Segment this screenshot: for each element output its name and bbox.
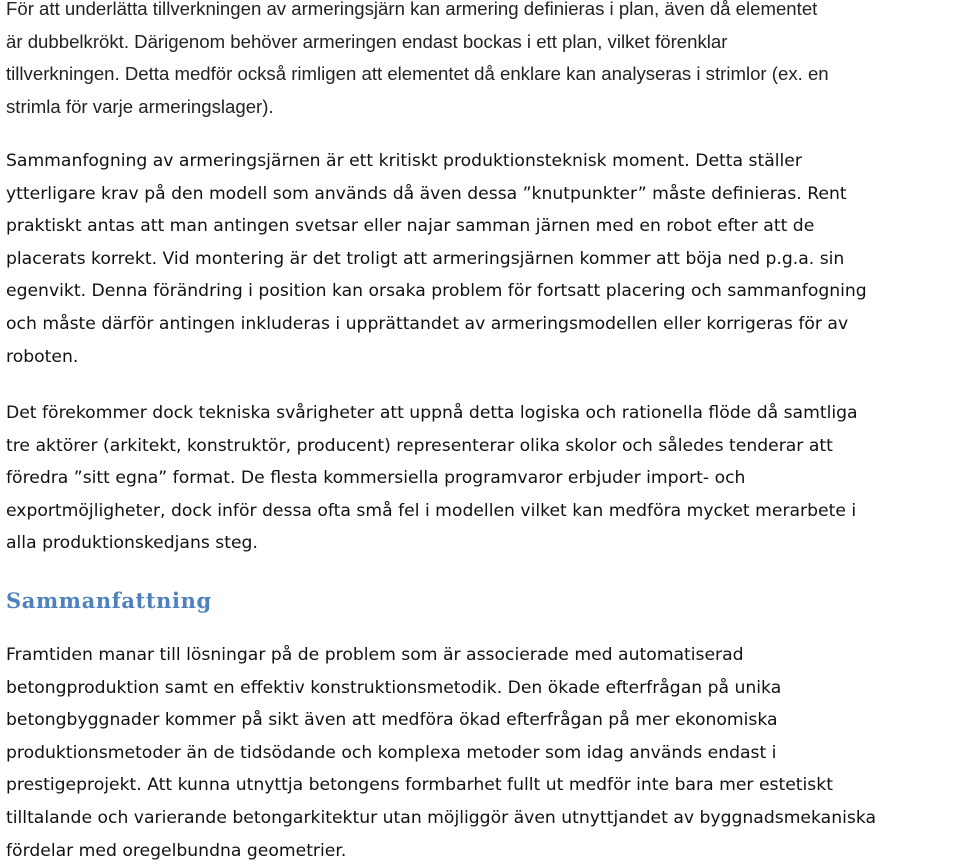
- text-line: Framtiden manar till lösningar på de problem som är associerade med automatiserad: [6, 645, 744, 665]
- text-line: tillverkningen. Detta medför också rimligen att elementet då enklare kan analyseras i strimlor (ex. en: [6, 63, 829, 84]
- text-line: alla produktionskedjans steg.: [6, 533, 258, 554]
- text-line: strimla för varje armeringslager).: [6, 95, 274, 117]
- text-line: exportmöjligheter, dock inför dessa ofta små fel i modellen vilket kan medföra mycket merarbete i: [6, 500, 857, 521]
- text-line: tilltalande och varierande betongarkitektur utan möjliggör även utnyttjandet av byggnadsmekaniska: [6, 807, 876, 828]
- text-line: egenvikt. Denna förändring i position kan orsaka problem för fortsatt placering och sammanfogning: [6, 281, 867, 302]
- text-line: produktionsmetoder än de tidsödande och komplexa metoder som idag används endast i: [6, 742, 777, 763]
- text-line: För att underlätta tillverkningen av armeringsjärn kan armering definieras i plan, även då elementet: [6, 0, 818, 19]
- text-line: tre aktörer (arkitekt, konstruktör, producent) representerar olika skolor och således tenderar att: [6, 435, 833, 456]
- text-line: och måste därför antingen inkluderas i upprättandet av armeringsmodellen eller korrigeras för av: [6, 313, 849, 334]
- section-heading: Sammanfattning: [6, 588, 212, 613]
- text-line: Det förekommer dock tekniska svårigheter att uppnå detta logiska och rationella flöde då samtliga: [6, 403, 858, 423]
- text-line: ytterligare krav på den modell som används då även dessa ”knutpunkter” måste definieras. Rent: [6, 183, 847, 204]
- text-line: prestigeprojekt. Att kunna utnyttja betongens formbarhet fullt ut medför inte bara mer estetiskt: [6, 775, 833, 796]
- text-line: praktiskt antas att man antingen svetsar eller najar samman järnen med en robot efter att de: [6, 216, 815, 237]
- paragraph-sammanfattning: [6, 639, 876, 867]
- text-line: Sammanfogning av armeringsjärnen är ett kritiskt produktionsteknisk moment. Detta ställer: [6, 151, 802, 171]
- text-line: roboten.: [6, 346, 79, 367]
- text-line: betongbyggnader kommer på sikt även att medföra ökad efterfrågan på mer ekonomiska: [6, 710, 778, 731]
- text-line: betongproduktion samt en effektiv konstruktionsmetodik. Den ökade efterfrågan på unika: [6, 677, 782, 698]
- paragraph-sammanfogning: [6, 145, 867, 373]
- paragraph-armering-plan: [6, 0, 829, 123]
- text-line: föredra ”sitt egna” format. De flesta kommersiella programvaror erbjuder import- och: [6, 468, 746, 489]
- paragraph-tekniska-svarigheter: [6, 397, 858, 560]
- text-line: placerats korrekt. Vid montering är det troligt att armeringsjärnen kommer att böja ned p.g.a. sin: [6, 248, 845, 269]
- text-line: fördelar med oregelbundna geometrier.: [6, 840, 347, 861]
- text-line: är dubbelkrökt. Därigenom behöver armeringen endast bockas i ett plan, vilket förenklar: [6, 30, 728, 52]
